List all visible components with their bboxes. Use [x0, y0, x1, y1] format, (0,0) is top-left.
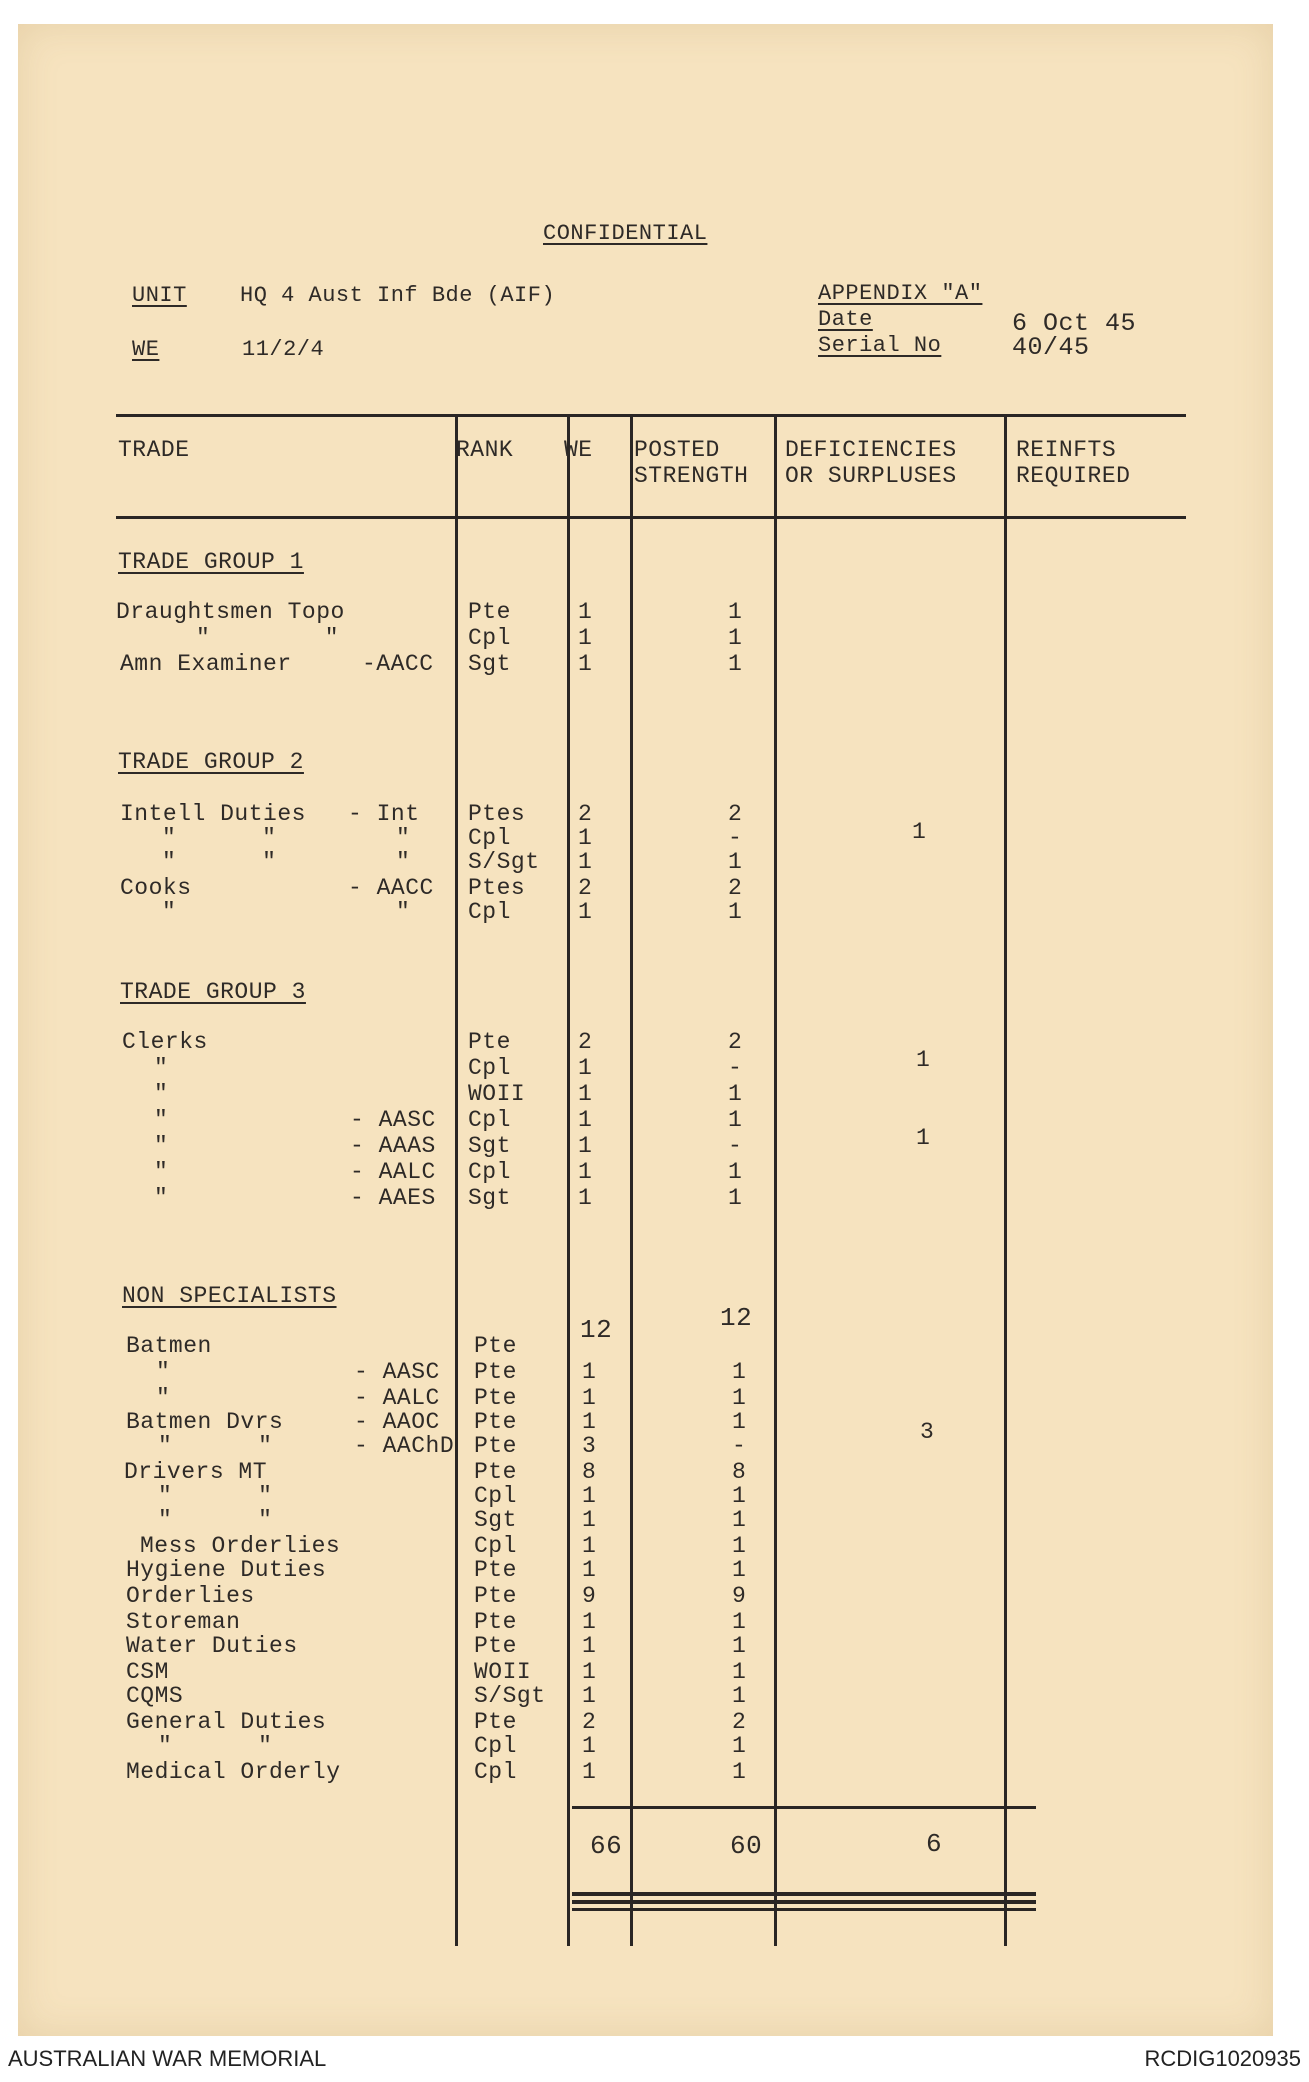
row-trade: Draughtsmen Topo — [116, 599, 345, 625]
column-header-rank: RANK — [456, 437, 514, 463]
row-posted: 1 — [732, 1659, 747, 1685]
row-rank: Pte — [474, 1385, 517, 1411]
classification-heading: CONFIDENTIAL — [543, 221, 708, 246]
row-rank: Cpl — [474, 1733, 517, 1759]
row-posted: - — [732, 1433, 747, 1459]
row-posted: 1 — [732, 1533, 747, 1559]
column-header-trade: TRADE — [118, 437, 190, 463]
column-divider-we — [567, 416, 570, 1946]
row-trade: " — [156, 1385, 171, 1411]
row-rank: Pte — [474, 1333, 517, 1359]
footer-reference: RCDIG1020935 — [1144, 2046, 1301, 2071]
row-trade: Drivers MT — [124, 1459, 268, 1485]
row-rank: Cpl — [468, 1159, 511, 1185]
row-corps: - AAChD — [354, 1433, 455, 1459]
row-we: 3 — [582, 1433, 597, 1459]
row-deficiency: 1 — [916, 1125, 931, 1151]
row-rank: Pte — [474, 1459, 517, 1485]
column-header-posted-1: POSTED — [634, 437, 720, 463]
row-we: 1 — [578, 625, 593, 651]
row-posted: 1 — [732, 1557, 747, 1583]
row-we: 8 — [582, 1459, 597, 1485]
row-posted: 1 — [728, 1159, 743, 1185]
row-we: 1 — [582, 1533, 597, 1559]
row-corps: " — [396, 899, 411, 925]
row-we: 2 — [578, 801, 593, 827]
column-header-reinforcements-1: REINFTS — [1016, 437, 1117, 463]
row-posted: 12 — [720, 1303, 753, 1333]
column-divider-deficiencies — [774, 416, 777, 1946]
row-trade: Intell Duties — [120, 801, 306, 827]
row-we: 1 — [582, 1609, 597, 1635]
row-rank: Cpl — [474, 1483, 517, 1509]
row-posted: 1 — [732, 1409, 747, 1435]
column-divider-posted — [630, 416, 633, 1946]
row-we: 1 — [582, 1733, 597, 1759]
column-header-reinforcements-2: REQUIRED — [1016, 463, 1131, 489]
row-corps: - AASC — [354, 1359, 440, 1385]
row-corps: - AAES — [350, 1185, 436, 1211]
row-rank: Cpl — [468, 1107, 511, 1133]
row-corps: - AACC — [348, 875, 434, 901]
row-rank: Ptes — [468, 875, 526, 901]
footer-source: AUSTRALIAN WAR MEMORIAL — [8, 2046, 327, 2071]
row-corps: - AAOC — [354, 1409, 440, 1435]
row-posted: 1 — [732, 1759, 747, 1785]
row-rank: Sgt — [468, 651, 511, 677]
row-we: 1 — [582, 1507, 597, 1533]
group-title: TRADE GROUP 2 — [118, 749, 304, 775]
row-trade: " — [154, 1107, 169, 1133]
group-title: TRADE GROUP 1 — [118, 549, 304, 575]
row-trade: " " — [158, 1507, 273, 1533]
row-posted: 1 — [728, 651, 743, 677]
serial-value: 40/45 — [1012, 333, 1090, 362]
row-we: 1 — [582, 1659, 597, 1685]
row-we: 1 — [578, 849, 593, 875]
row-we: 2 — [582, 1709, 597, 1735]
column-header-we: WE — [564, 437, 593, 463]
row-we: 1 — [582, 1385, 597, 1411]
row-posted: 8 — [732, 1459, 747, 1485]
row-posted: 1 — [732, 1683, 747, 1709]
row-trade: " " — [158, 1483, 273, 1509]
table-header-rule — [116, 516, 1186, 519]
row-rank: Sgt — [468, 1133, 511, 1159]
date-label: Date — [818, 307, 873, 332]
row-deficiency: 1 — [912, 819, 927, 845]
serial-label: Serial No — [818, 333, 942, 358]
total-posted: 60 — [730, 1831, 763, 1861]
row-we: 1 — [578, 1107, 593, 1133]
column-header-deficiencies-2: OR SURPLUSES — [785, 463, 957, 489]
total-deficiencies: 6 — [926, 1829, 943, 1859]
row-rank: Cpl — [474, 1759, 517, 1785]
row-trade: Amn Examiner — [120, 651, 292, 677]
row-trade: Mess Orderlies — [140, 1533, 341, 1559]
row-posted: 1 — [728, 599, 743, 625]
row-posted: 1 — [732, 1385, 747, 1411]
row-posted: 9 — [732, 1583, 747, 1609]
row-trade: CQMS — [126, 1683, 184, 1709]
table-top-rule — [116, 414, 1186, 417]
row-rank: Pte — [474, 1409, 517, 1435]
row-trade: " — [162, 899, 177, 925]
row-we: 12 — [580, 1315, 613, 1345]
column-header-deficiencies-1: DEFICIENCIES — [785, 437, 957, 463]
row-posted: 2 — [732, 1709, 747, 1735]
row-corps: - AALC — [354, 1385, 440, 1411]
row-we: 1 — [578, 599, 593, 625]
row-rank: Cpl — [468, 899, 511, 925]
row-rank: Cpl — [468, 1055, 511, 1081]
row-we: 1 — [578, 1055, 593, 1081]
row-posted: 1 — [732, 1633, 747, 1659]
row-trade: " — [154, 1133, 169, 1159]
row-rank: Pte — [474, 1709, 517, 1735]
row-posted: 1 — [728, 899, 743, 925]
date-value: 6 Oct 45 — [1012, 309, 1137, 338]
we-value: 11/2/4 — [242, 337, 325, 362]
row-corps: - AASC — [350, 1107, 436, 1133]
column-divider-reinforcements — [1004, 416, 1007, 1946]
row-trade: Clerks — [122, 1029, 208, 1055]
row-trade: General Duties — [126, 1709, 327, 1735]
row-rank: Cpl — [468, 825, 511, 851]
row-corps: - AALC — [350, 1159, 436, 1185]
column-divider-rank — [455, 416, 458, 1946]
row-posted: 1 — [728, 1081, 743, 1107]
row-trade: Batmen Dvrs — [126, 1409, 284, 1435]
row-we: 1 — [578, 651, 593, 677]
row-trade: " " — [158, 1433, 273, 1459]
row-corps: " — [396, 825, 411, 851]
row-we: 1 — [582, 1409, 597, 1435]
row-trade: " — [156, 1359, 171, 1385]
row-trade: " " — [162, 849, 277, 875]
totals-top-rule — [572, 1806, 1036, 1809]
row-rank: S/Sgt — [474, 1683, 546, 1709]
row-posted: 2 — [728, 801, 743, 827]
row-trade: " " — [196, 625, 340, 651]
row-rank: Pte — [474, 1609, 517, 1635]
row-we: 1 — [582, 1759, 597, 1785]
totals-double-rule-1 — [572, 1892, 1036, 1896]
row-we: 1 — [578, 1159, 593, 1185]
row-trade: " " — [158, 1733, 273, 1759]
row-posted: - — [728, 1055, 743, 1081]
row-rank: Pte — [474, 1557, 517, 1583]
row-posted: 1 — [732, 1483, 747, 1509]
row-rank: Cpl — [474, 1533, 517, 1559]
row-we: 2 — [578, 1029, 593, 1055]
row-rank: Sgt — [468, 1185, 511, 1211]
group-title: TRADE GROUP 3 — [120, 979, 306, 1005]
row-posted: 1 — [732, 1733, 747, 1759]
row-deficiency: 1 — [916, 1047, 931, 1073]
row-rank: Pte — [468, 1029, 511, 1055]
unit-value: HQ 4 Aust Inf Bde (AIF) — [240, 283, 556, 308]
row-we: 1 — [578, 825, 593, 851]
row-deficiency: 3 — [920, 1419, 935, 1445]
unit-label: UNIT — [132, 283, 187, 308]
row-posted: - — [728, 825, 743, 851]
row-trade: Hygiene Duties — [126, 1557, 327, 1583]
column-header-posted-2: STRENGTH — [634, 463, 749, 489]
row-rank: Sgt — [474, 1507, 517, 1533]
row-posted: 1 — [732, 1609, 747, 1635]
row-trade: Batmen — [126, 1333, 212, 1359]
row-rank: S/Sgt — [468, 849, 540, 875]
row-posted: 1 — [732, 1507, 747, 1533]
row-trade: Cooks — [120, 875, 192, 901]
row-posted: 1 — [728, 849, 743, 875]
row-trade: Orderlies — [126, 1583, 255, 1609]
row-trade: CSM — [126, 1659, 169, 1685]
row-corps: " — [396, 849, 411, 875]
row-we: 9 — [582, 1583, 597, 1609]
row-posted: 1 — [728, 625, 743, 651]
row-corps: -AACC — [362, 651, 434, 677]
row-rank: Ptes — [468, 801, 526, 827]
row-posted: 2 — [728, 1029, 743, 1055]
row-trade: Medical Orderly — [126, 1759, 341, 1785]
row-we: 1 — [582, 1683, 597, 1709]
row-trade: " — [154, 1081, 169, 1107]
row-rank: Pte — [474, 1633, 517, 1659]
row-rank: Cpl — [468, 625, 511, 651]
row-posted: 1 — [732, 1359, 747, 1385]
row-posted: 1 — [728, 1185, 743, 1211]
total-we: 66 — [590, 1831, 623, 1861]
row-we: 1 — [578, 899, 593, 925]
row-trade: Storeman — [126, 1609, 241, 1635]
row-we: 1 — [578, 1081, 593, 1107]
row-posted: 1 — [728, 1107, 743, 1133]
totals-double-rule-2 — [572, 1900, 1036, 1904]
row-we: 1 — [582, 1557, 597, 1583]
row-rank: WOII — [474, 1659, 532, 1685]
row-rank: Pte — [474, 1359, 517, 1385]
row-we: 1 — [582, 1633, 597, 1659]
row-trade: " — [154, 1185, 169, 1211]
row-we: 1 — [582, 1483, 597, 1509]
row-rank: WOII — [468, 1081, 526, 1107]
row-corps: - AAAS — [350, 1133, 436, 1159]
group-title: NON SPECIALISTS — [122, 1283, 337, 1309]
row-trade: " " — [162, 825, 277, 851]
row-we: 2 — [578, 875, 593, 901]
we-label: WE — [132, 337, 160, 362]
row-posted: 2 — [728, 875, 743, 901]
row-rank: Pte — [474, 1583, 517, 1609]
row-rank: Pte — [468, 599, 511, 625]
appendix-label: APPENDIX "A" — [818, 281, 983, 306]
row-rank: Pte — [474, 1433, 517, 1459]
totals-double-rule-3 — [572, 1908, 1036, 1911]
row-trade: " — [154, 1159, 169, 1185]
row-we: 1 — [582, 1359, 597, 1385]
row-we: 1 — [578, 1133, 593, 1159]
row-trade: Water Duties — [126, 1633, 298, 1659]
row-corps: - Int — [348, 801, 420, 827]
row-trade: " — [154, 1055, 169, 1081]
row-we: 1 — [578, 1185, 593, 1211]
row-posted: - — [728, 1133, 743, 1159]
